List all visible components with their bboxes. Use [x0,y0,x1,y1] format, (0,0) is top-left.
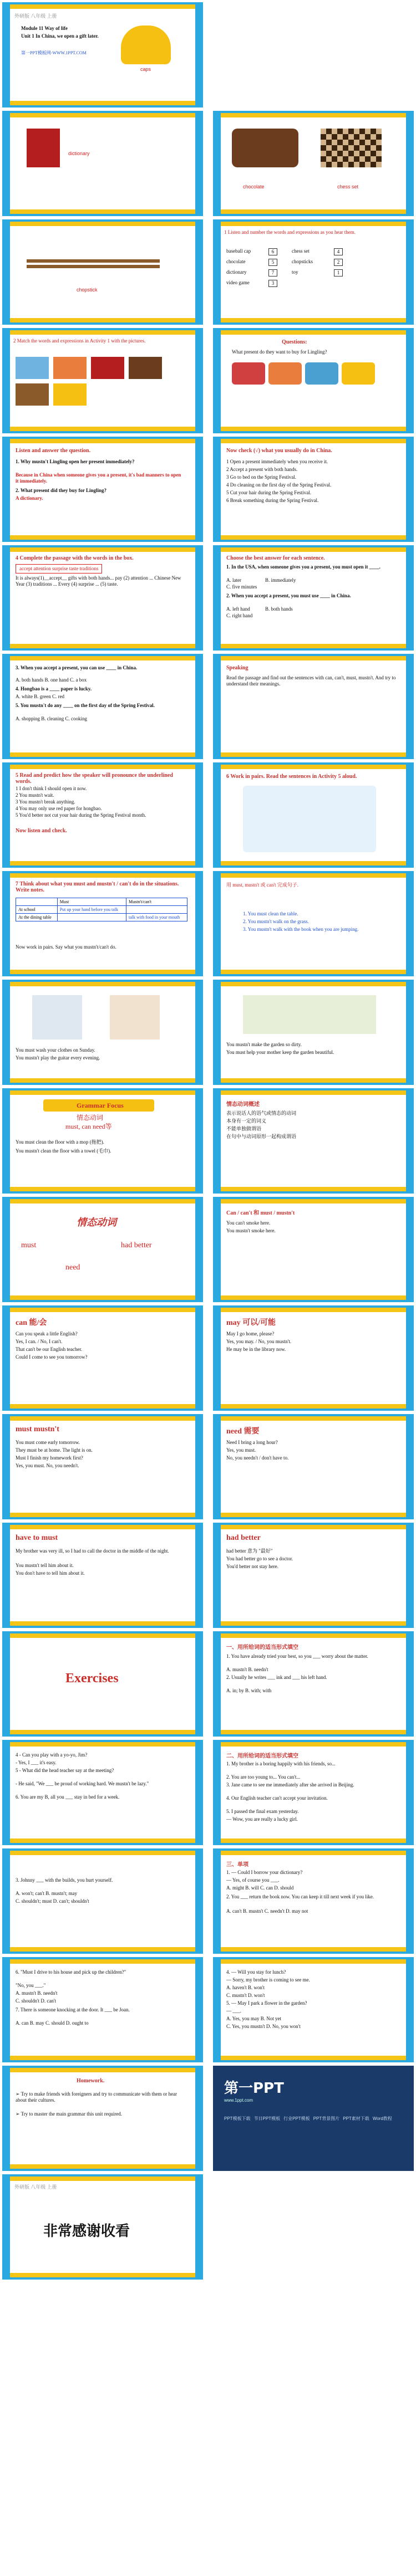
slide-14: 6 Work in pairs. Read the sentences in Activity 5 aloud. [213,762,414,868]
slide-30: 一、用所给词的适当形式填空 1. You have already tried your best, so you ___ worry about the matter. A. mustn't B. needn't 2. Usually he writes ___ ink and ___ his left hand. A. in; by B. with; with [213,1631,414,1737]
slide-39: 外研版 八年级 上册 非常感谢收看 [2,2174,203,2280]
unit-title: Unit 1 In China, we open a gift later. [21,33,99,39]
question-text: What present do they want to buy for Lingling? [232,349,327,355]
slide-17: You must wash your clothes on Sunday. You mustn't play the guitar every evening. [2,980,203,1085]
chocolate-image [232,129,298,167]
slide-22: Can / can't 和 must / mustn't You can't smoke here. You mustn't smoke here. [213,1197,414,1302]
slide-24: may 可以/可能 May I go home, please? Yes, you may. / No, you mustn't. He may be in the library now. [213,1305,414,1411]
slide-25: must mustn't You must come early tomorrow. They must be at home. The light is on. Must I finish my homework first? Yes, you must. No, you needn't. [2,1414,203,1519]
slide-title: Listen and answer the question. [16,448,91,454]
slide-36: 4. — Will you stay for lunch? — Sorry, my brother is coming to see me. A. haven't B. won't C. mustn't D. won't 5. — May I park a flower in the garden? — ___. A. Yes, you may B. Not yet C. Yes, you mustn't D. No, you won't [213,1957,414,2062]
activity-title: 2 Match the words and expressions in Activity 1 with the pictures. [13,338,146,344]
slide-33: 3. Johnny ___ with the builds, you hurt yourself. A. won't; can't B. mustn't; may C. shouldn't; must D. can't; shouldn't [2,1848,203,1954]
slide-32: 二、用所给词的适当形式填空 1. My brother is a boring happily with his friends, so... 2. You are too young to... You can't... 3. Jane came to see me immediately after she arrived in Beijing. 4. Our English teacher can't accept your invitation. 5. I passed the final exam yesterday. — Wow, you are really a lucky girl. [213,1740,414,1845]
slide-28: had better had better 意为 "最好" You had better go to see a doctor. You'd better not stay here. [213,1523,414,1628]
activity-title: 1 Listen and number the words and expressions as you hear them. [224,229,356,235]
slide-20: 情态动词概述 表示说话人的语气或情态的动词 本身有一定的词义 不能单独做谓语 在句中与动词原形一起构成谓语 [213,1088,414,1194]
slide-34: 三、单项 1. — Could I borrow your dictionary? — Yes, of course you ___. A. might B. will C. can D. should 2. You ___ return the book now. You can keep it till next week if you like. A. can't B. mustn't C. needn't D. may not [213,1848,414,1954]
picture-grid [16,357,187,406]
slide-2 [2,111,203,216]
slide-3 [2,219,203,325]
slide-2b [213,111,414,216]
slide-6 [213,328,414,433]
slide-header: 外研版 八年级 上册 [14,13,57,19]
cap-label: caps [140,66,151,72]
number-list: baseball cap 6 chess set 4 chocolate 5 chopsticks 2 dictionary 7 toy 1 video game 3 [226,248,343,287]
dictionary-label: dictionary [68,151,90,156]
dictionary-image [27,129,60,167]
slide-10: Choose the best answer for each sentence. 1. In the USA, when someone gives you a present, you must open it ____. A. later B. immediately C. five minutes 2. When you accept a present, you must use ____ in China. A. left hand B. both hands C. right hand [213,545,414,651]
situations-table: Must Mustn't/can't At school Put up your hand before you talk At the dining table talk with food in your mouth [16,898,187,921]
slide-31: 4 - Can you play with a yo-yo, Jim? - Yes, I ___ it's easy. 5 - What did the head teacher say at the meeting? - He said, "We ___ be proud of working hard. We mustn't be lazy." 6. You are my B, all you ___ stay in bed for a week. [2,1740,203,1845]
slide-11: 3. When you accept a present, you can use ____ in China. A. both hands B. one hand C. a box 4. Hongbao is a ____ paper is lucky. A. white B. green C. red 5. You mustn't do any ____ on the first day of the Spring Festival. A. shopping B. cleaning C. cooking [2,654,203,759]
slide-8: Now check (√) what you usually do in China. 1 Open a present immediately when you receive it. 2 Accept a present with both hands. 3 Go to bed on the Spring Festival. 4 Do cleaning on the first day of the Spring Festival. 5 Cut your hair during the Spring Festival. 6 Break something during the Spring Festival. [213,437,414,542]
slide-12: Speaking Read the passage and find out the sentences with can, can't, must, mustn't. And try to understand their meanings. [213,654,414,759]
thanks-text: 非常感谢收看 [43,2223,130,2240]
slide-21: 情态动词 must had better need [2,1197,203,1302]
slide-16: 用 must, mustn't 或 can't 完成句子. 1. You must clean the table. 2. You mustn't walk on the grass. 3. You mustn't walk with the book when you are jumping. [213,871,414,976]
slide-18: You mustn't make the garden so dirty. You must help your mother keep the garden beautiful. [213,980,414,1085]
slide-29: Exercises [2,1631,203,1737]
classroom-image [243,786,376,852]
slide-27: have to must My brother was very ill, so I had to call the doctor in the middle of the night. You mustn't tell him about it. You don't have to tell him about it. [2,1523,203,1628]
slide-37: Homework. ➢ Try to make friends with foreigners and try to communicate with them or hear about their cultures. ➢ Try to master the main grammar this unit required. [2,2066,203,2171]
chocolate-label: chocolate [243,184,265,190]
slide-title: Now check (√) what you usually do in China. [226,448,332,454]
slide-19: Grammar Focus 情态动词 must, can need等 You must clean the floor with a mop (拖把). You mustn't clean the floor with a towel (毛巾). [2,1088,203,1194]
chopstick-label: chopstick [77,287,98,293]
slide-23: can 能/会 Can you speak a little English? Yes, I can. / No, I can't. That can't be our English teacher. Could I come to see you tomorrow? [2,1305,203,1411]
present-images [232,362,387,412]
slide-38: 第一PPT www.1ppt.com PPT模板下载 节日PPT模板 行业PPT模板 PPT背景图片 PPT素材下载 Word教程 [213,2066,414,2171]
slide-13: 5 Read and predict how the speaker will pronounce the underlined words. 1 I don't think I should open it now. 2 You mustn't wait. 3 You mustn't break anything. 4 You may only use red paper for hongbao. 5 You'd better not cut your hair during the Spring Festival month. Now listen and check. [2,762,203,868]
module-title: Module 11 Way of life [21,25,68,31]
questions-title: Questions: [282,339,307,345]
slide-1 [2,2,203,107]
chess-image [321,129,382,167]
slide-9: 4 Complete the passage with the words in the box. accept attention surprise taste traditions It is always(1)__accept__ gifts with both hands... pay (2) attention ... Chinese New Year (3) traditions ... Every (4) surprise ... (5) taste. [2,545,203,651]
cap-image [121,25,171,64]
slide-15: 7 Think about what you must and mustn't / can't do in the situations. Write notes. Must Mustn't/can't At school Put up your hand before you talk At the dining table talk with food in your mouth Now work in pairs. Say what you mustn't/can't do. [2,871,203,976]
slide-4 [213,219,414,325]
chess-label: chess set [337,184,359,190]
slide-26: need 需要 Need I bring a long hour? Yes, you must. No, you needn't / don't have to. [213,1414,414,1519]
footer-links: PPT模板下载 节日PPT模板 行业PPT模板 PPT背景图片 PPT素材下载 Word教程 [224,2116,392,2121]
chopstick-image [27,259,160,263]
slide-7: Listen and answer the question. 1. Why mustn't Lingling open her present immediately? Because in China when someone gives you a present, it's bad manners to open it immediately. 2. What present did they buy for Lingling? A dictionary. [2,437,203,542]
slide-35: 6. "Must I drive to his house and pick up the children?" "No, you ___." A. mustn't B. needn't C. shouldn't D. can't 7. There is someone knocking at the door. It ___ be Joan. A. can B. may C. should D. ought to [2,1957,203,2062]
slide-5 [2,328,203,433]
template-credit: 第一PPT模板网-WWW.1PPT.COM [21,50,87,55]
